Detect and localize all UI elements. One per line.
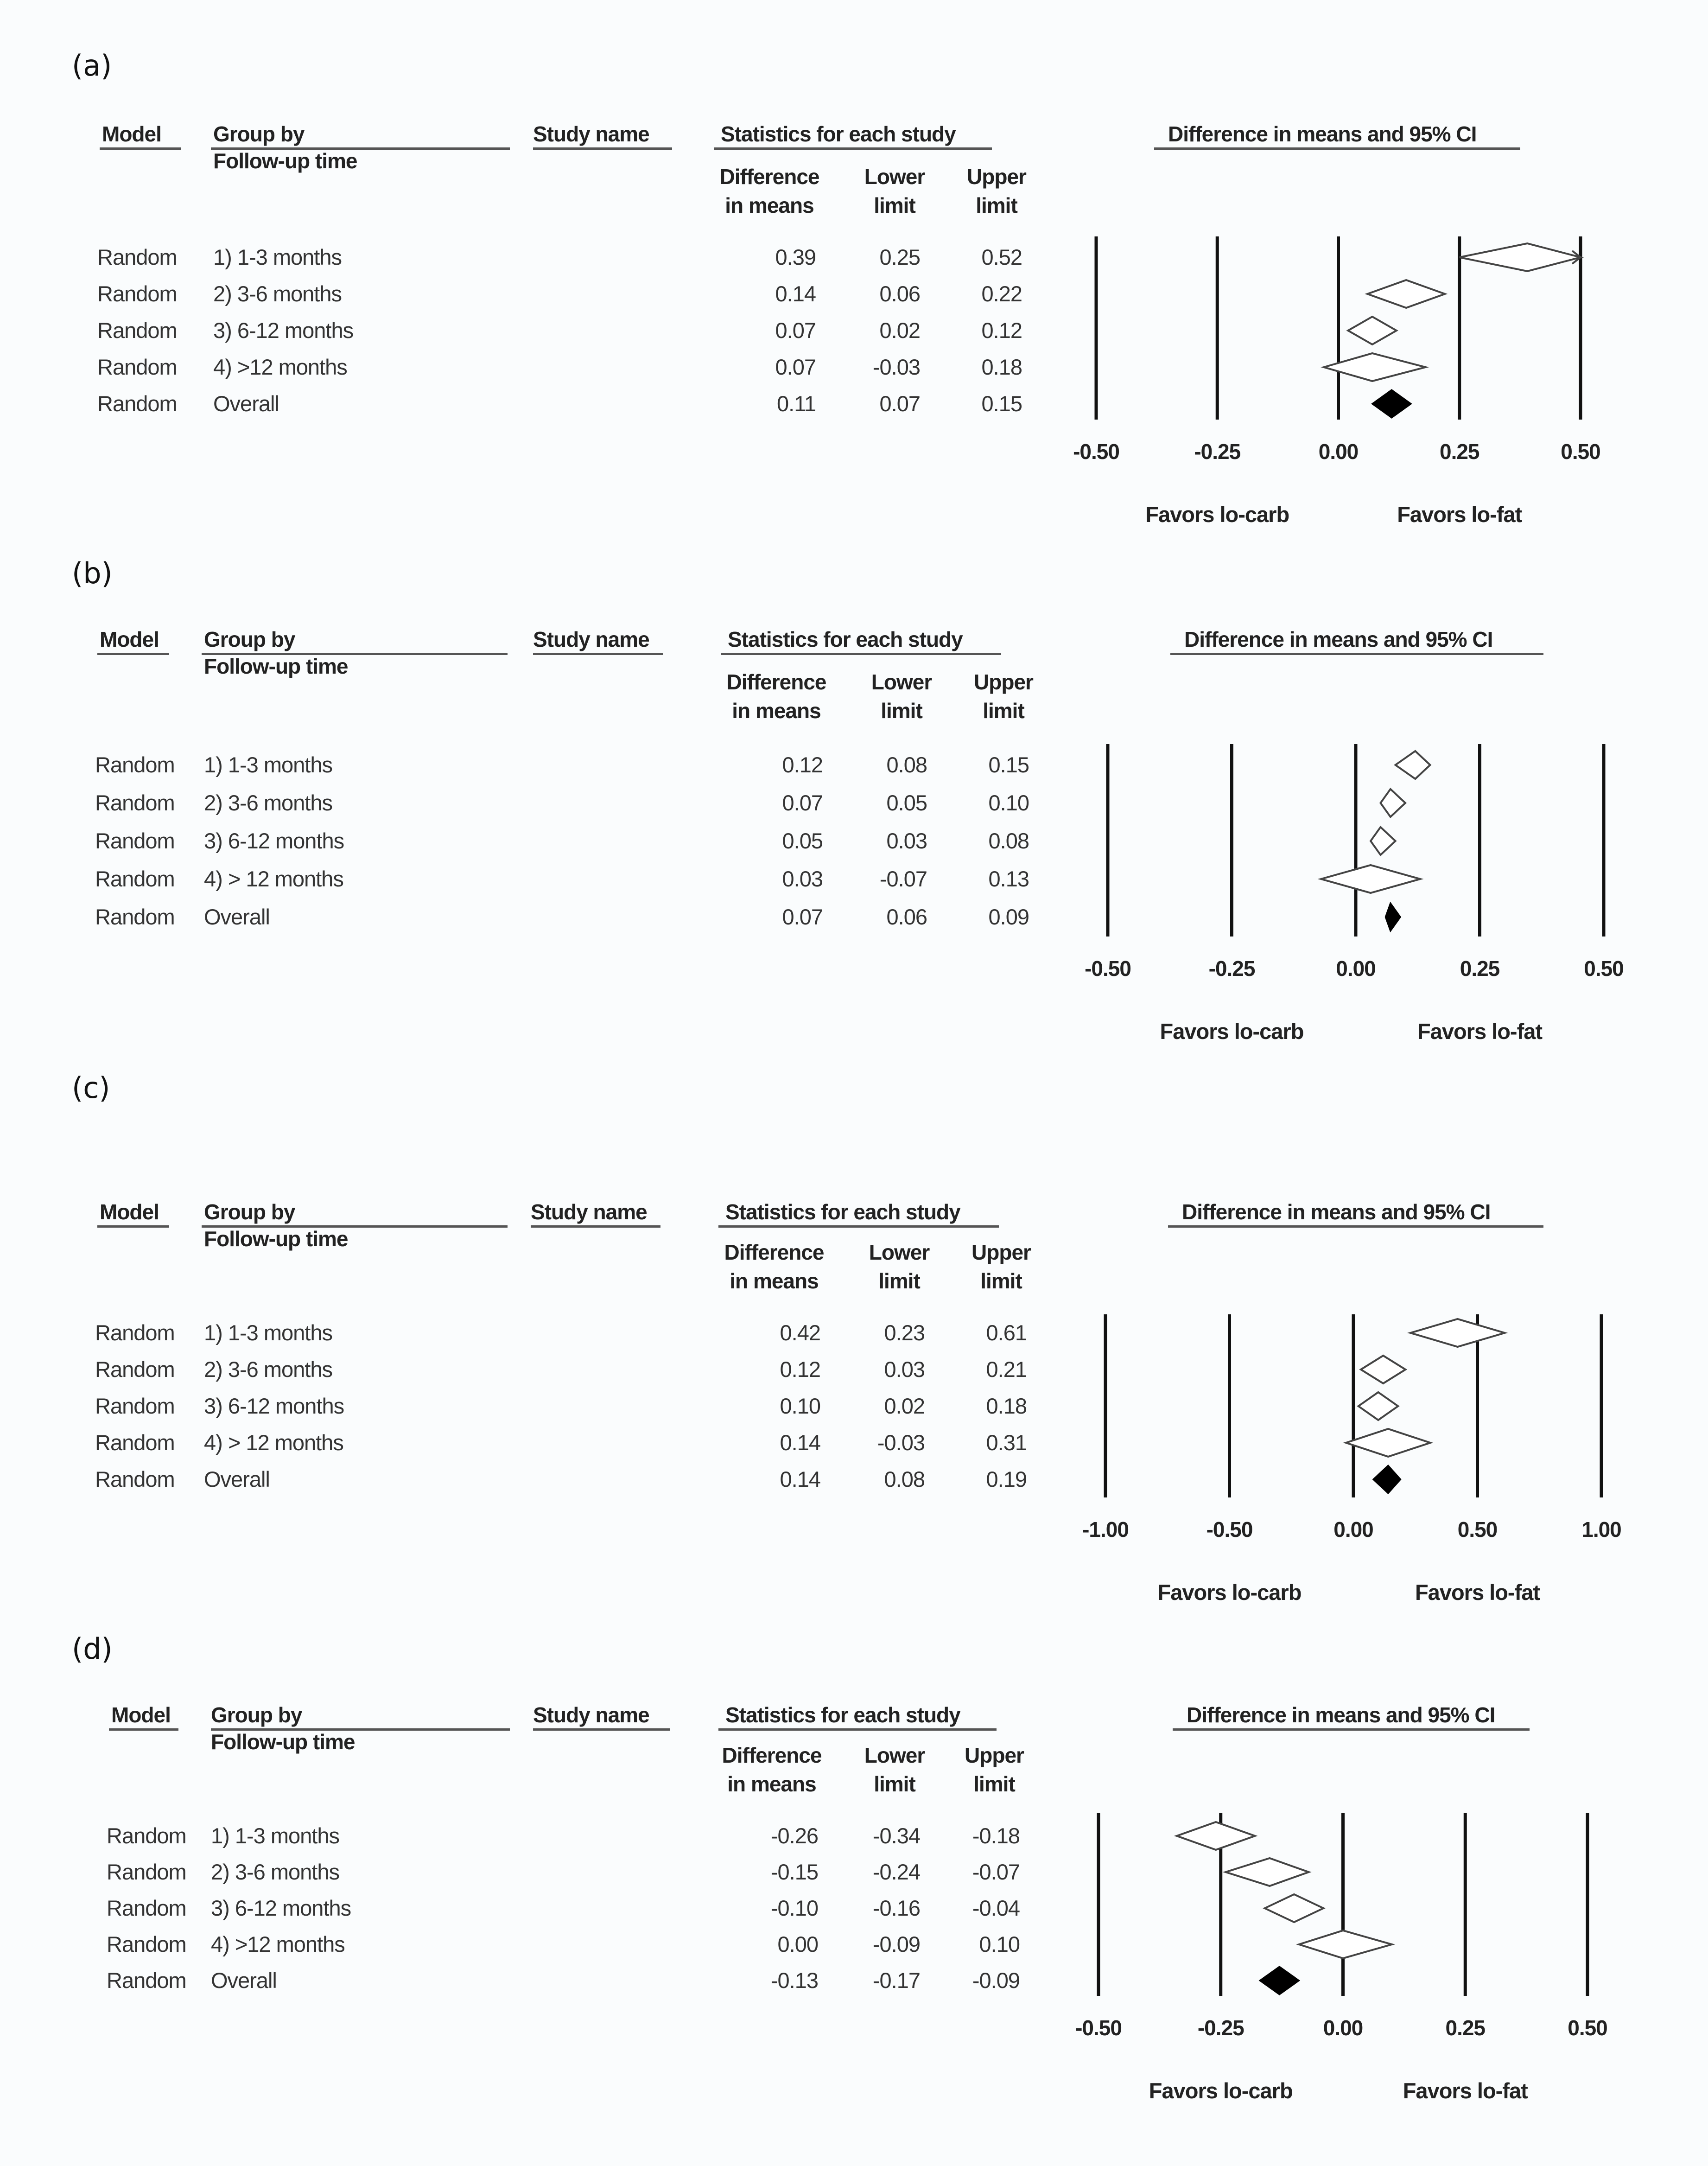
x-tick-label: 0.00 (1318, 440, 1359, 464)
x-tick-label: -0.25 (1197, 2016, 1244, 2040)
row-difference-in-means: 0.07 (775, 318, 816, 343)
favors-lo-fat-label: Favors lo-fat (1397, 502, 1522, 527)
favors-lo-fat-label: Favors lo-fat (1415, 1580, 1540, 1605)
header-model: Model (100, 1200, 159, 1224)
header-statistics: Statistics for each study (725, 1200, 960, 1224)
x-tick-label: 0.25 (1460, 956, 1500, 981)
x-tick-label: 0.50 (1568, 2016, 1607, 2040)
header-study-name: Study name (533, 627, 649, 651)
panel-label: (a) (72, 49, 112, 83)
row-upper-limit: -0.18 (972, 1823, 1020, 1848)
subheader-line: in means (727, 1772, 816, 1796)
subheader-line: limit (973, 1772, 1015, 1796)
row-lower-limit: -0.09 (872, 1932, 920, 1956)
row-upper-limit: 0.18 (986, 1394, 1027, 1418)
row-group: 2) 3-6 months (204, 1357, 332, 1382)
row-model: Random (95, 905, 175, 929)
subheader-line: Difference (722, 1743, 822, 1767)
header-study-name: Study name (533, 1703, 649, 1727)
subgroup-diamond-marker (1299, 1930, 1392, 1958)
row-lower-limit: 0.06 (879, 281, 920, 306)
row-group: 4) >12 months (211, 1932, 345, 1956)
row-upper-limit: -0.09 (972, 1968, 1020, 1993)
subheader-line: limit (874, 193, 915, 217)
header-model: Model (111, 1703, 171, 1727)
row-upper-limit: 0.19 (986, 1467, 1027, 1491)
header-study-name: Study name (531, 1200, 647, 1224)
row-lower-limit: -0.17 (872, 1968, 920, 1993)
x-tick-label: -0.50 (1206, 1517, 1253, 1542)
x-tick-label: -0.25 (1208, 956, 1255, 981)
subheader-line: Upper (974, 670, 1033, 694)
row-group: 3) 6-12 months (204, 1394, 344, 1418)
header-group-by: Group by (213, 122, 305, 146)
row-lower-limit: 0.03 (886, 828, 927, 853)
row-lower-limit: -0.34 (872, 1823, 920, 1848)
subheader-line: Upper (965, 1743, 1024, 1767)
row-upper-limit: 0.61 (986, 1320, 1027, 1345)
row-difference-in-means: 0.07 (782, 790, 823, 815)
row-lower-limit: 0.05 (886, 790, 927, 815)
x-tick-label: -0.50 (1073, 440, 1119, 464)
row-group: 3) 6-12 months (213, 318, 354, 343)
plot-title: Difference in means and 95% CI (1187, 1703, 1495, 1727)
row-upper-limit: 0.10 (979, 1932, 1020, 1956)
subheader-line: limit (878, 1269, 920, 1293)
x-tick-label: 1.00 (1581, 1517, 1621, 1542)
row-lower-limit: -0.24 (872, 1860, 920, 1884)
row-difference-in-means: 0.11 (777, 391, 816, 416)
row-upper-limit: 0.22 (981, 281, 1022, 306)
x-tick-label: -0.50 (1085, 956, 1131, 981)
row-model: Random (97, 245, 177, 269)
row-upper-limit: -0.04 (972, 1896, 1020, 1920)
subheader-line: limit (976, 193, 1017, 217)
row-group: Overall (204, 1467, 270, 1491)
row-difference-in-means: 0.39 (775, 245, 816, 269)
x-tick-label: -1.00 (1082, 1517, 1129, 1542)
header-statistics: Statistics for each study (725, 1703, 960, 1727)
subheader-line: limit (980, 1269, 1022, 1293)
row-upper-limit: 0.15 (981, 391, 1022, 416)
subheader-line: Upper (967, 165, 1026, 189)
row-difference-in-means: -0.26 (770, 1823, 818, 1848)
favors-lo-carb-label: Favors lo-carb (1160, 1019, 1304, 1044)
row-difference-in-means: 0.12 (782, 752, 823, 777)
favors-lo-fat-label: Favors lo-fat (1417, 1019, 1543, 1044)
row-model: Random (95, 752, 175, 777)
row-difference-in-means: 0.14 (775, 281, 816, 306)
x-tick-label: 0.00 (1323, 2016, 1363, 2040)
row-group: 1) 1-3 months (213, 245, 342, 269)
row-model: Random (107, 1860, 186, 1884)
subheader-line: Lower (871, 670, 932, 694)
subheader-line: Difference (726, 670, 826, 694)
row-upper-limit: 0.10 (988, 790, 1029, 815)
x-tick-label: 0.50 (1457, 1517, 1498, 1542)
row-model: Random (95, 790, 175, 815)
row-model: Random (97, 318, 177, 343)
subgroup-diamond-marker (1265, 1894, 1324, 1922)
row-difference-in-means: -0.13 (770, 1968, 818, 1993)
row-model: Random (95, 828, 175, 853)
row-lower-limit: 0.06 (886, 905, 927, 929)
subgroup-diamond-marker (1177, 1822, 1255, 1850)
x-tick-label: 0.00 (1333, 1517, 1373, 1542)
row-difference-in-means: 0.07 (782, 905, 823, 929)
row-group: 4) >12 months (213, 355, 347, 379)
row-group: Overall (204, 905, 270, 929)
panel-label: (c) (72, 1071, 110, 1105)
x-tick-label: -0.50 (1075, 2016, 1122, 2040)
subgroup-diamond-marker (1225, 1858, 1308, 1886)
header-follow-up-time: Follow-up time (204, 654, 348, 678)
row-model: Random (97, 355, 177, 379)
subheader-line: limit (874, 1772, 915, 1796)
header-model: Model (100, 627, 159, 651)
row-group: 4) > 12 months (204, 1430, 343, 1455)
row-difference-in-means: -0.15 (770, 1860, 818, 1884)
subheader-line: Lower (869, 1240, 930, 1264)
row-lower-limit: 0.25 (879, 245, 920, 269)
header-statistics: Statistics for each study (721, 122, 956, 146)
row-lower-limit: 0.02 (879, 318, 920, 343)
header-follow-up-time: Follow-up time (211, 1730, 355, 1754)
favors-lo-carb-label: Favors lo-carb (1149, 2078, 1293, 2103)
subheader-line: Difference (724, 1240, 824, 1264)
row-group: 1) 1-3 months (204, 1320, 332, 1345)
row-model: Random (95, 1357, 175, 1382)
subheader-line: in means (725, 193, 814, 217)
x-tick-label: 0.00 (1336, 956, 1376, 981)
plot-title: Difference in means and 95% CI (1168, 122, 1477, 146)
favors-lo-carb-label: Favors lo-carb (1145, 502, 1289, 527)
row-upper-limit: -0.07 (972, 1860, 1020, 1884)
subheader-line: Difference (719, 165, 819, 189)
row-lower-limit: 0.07 (879, 391, 920, 416)
header-statistics: Statistics for each study (728, 627, 963, 651)
row-difference-in-means: 0.10 (780, 1394, 820, 1418)
row-group: 3) 6-12 months (204, 828, 344, 853)
row-difference-in-means: 0.03 (782, 866, 823, 891)
row-model: Random (97, 391, 177, 416)
row-model: Random (95, 1430, 175, 1455)
row-model: Random (95, 1394, 175, 1418)
x-tick-label: 0.50 (1561, 440, 1600, 464)
row-upper-limit: 0.15 (988, 752, 1029, 777)
header-study-name: Study name (533, 122, 649, 146)
row-difference-in-means: 0.14 (780, 1430, 820, 1455)
row-upper-limit: 0.21 (986, 1357, 1027, 1382)
row-model: Random (107, 1823, 186, 1848)
subheader-line: Lower (864, 1743, 925, 1767)
row-group: Overall (211, 1968, 277, 1993)
overall-diamond-marker (1260, 1967, 1299, 1994)
header-group-by: Group by (204, 1200, 295, 1224)
row-group: 4) > 12 months (204, 866, 343, 891)
row-difference-in-means: 0.42 (780, 1320, 820, 1345)
row-difference-in-means: 0.12 (780, 1357, 820, 1382)
favors-lo-carb-label: Favors lo-carb (1157, 1580, 1302, 1605)
x-tick-label: 0.25 (1445, 2016, 1486, 2040)
row-group: Overall (213, 391, 279, 416)
plot-title: Difference in means and 95% CI (1182, 1200, 1491, 1224)
row-lower-limit: -0.16 (872, 1896, 920, 1920)
row-lower-limit: -0.03 (872, 355, 920, 379)
row-difference-in-means: 0.00 (777, 1932, 818, 1956)
row-difference-in-means: 0.14 (780, 1467, 820, 1491)
row-group: 2) 3-6 months (204, 790, 332, 815)
header-follow-up-time: Follow-up time (213, 149, 357, 173)
subheader-line: limit (983, 699, 1024, 723)
row-model: Random (97, 281, 177, 306)
row-upper-limit: 0.08 (988, 828, 1029, 853)
plot-title: Difference in means and 95% CI (1184, 627, 1493, 651)
header-group-by: Group by (204, 627, 295, 651)
row-difference-in-means: 0.07 (775, 355, 816, 379)
row-model: Random (107, 1932, 186, 1956)
header-follow-up-time: Follow-up time (204, 1227, 348, 1251)
row-group: 1) 1-3 months (211, 1823, 339, 1848)
row-upper-limit: 0.52 (981, 245, 1022, 269)
row-group: 1) 1-3 months (204, 752, 332, 777)
row-difference-in-means: -0.10 (770, 1896, 818, 1920)
panel-label: (d) (72, 1632, 113, 1666)
row-model: Random (107, 1968, 186, 1993)
row-model: Random (95, 1320, 175, 1345)
row-lower-limit: 0.02 (884, 1394, 925, 1418)
x-tick-label: 0.50 (1584, 956, 1624, 981)
row-lower-limit: -0.07 (879, 866, 927, 891)
header-model: Model (102, 122, 161, 146)
row-lower-limit: 0.03 (884, 1357, 925, 1382)
row-model: Random (107, 1896, 186, 1920)
subheader-line: Lower (864, 165, 925, 189)
row-model: Random (95, 866, 175, 891)
row-lower-limit: 0.08 (884, 1467, 925, 1491)
subheader-line: limit (881, 699, 922, 723)
x-tick-label: 0.25 (1439, 440, 1479, 464)
favors-lo-fat-label: Favors lo-fat (1403, 2078, 1528, 2103)
row-upper-limit: 0.12 (981, 318, 1022, 343)
row-group: 2) 3-6 months (213, 281, 342, 306)
row-model: Random (95, 1467, 175, 1491)
subheader-line: Upper (971, 1240, 1031, 1264)
row-group: 3) 6-12 months (211, 1896, 351, 1920)
x-tick-label: -0.25 (1194, 440, 1241, 464)
row-group: 2) 3-6 months (211, 1860, 339, 1884)
subheader-line: in means (730, 1269, 819, 1293)
header-group-by: Group by (211, 1703, 302, 1727)
row-lower-limit: 0.23 (884, 1320, 925, 1345)
row-upper-limit: 0.31 (986, 1430, 1027, 1455)
row-difference-in-means: 0.05 (782, 828, 823, 853)
row-lower-limit: -0.03 (877, 1430, 925, 1455)
row-upper-limit: 0.13 (988, 866, 1029, 891)
row-upper-limit: 0.09 (988, 905, 1029, 929)
row-upper-limit: 0.18 (981, 355, 1022, 379)
row-lower-limit: 0.08 (886, 752, 927, 777)
subheader-line: in means (732, 699, 821, 723)
panel-label: (b) (72, 556, 113, 590)
